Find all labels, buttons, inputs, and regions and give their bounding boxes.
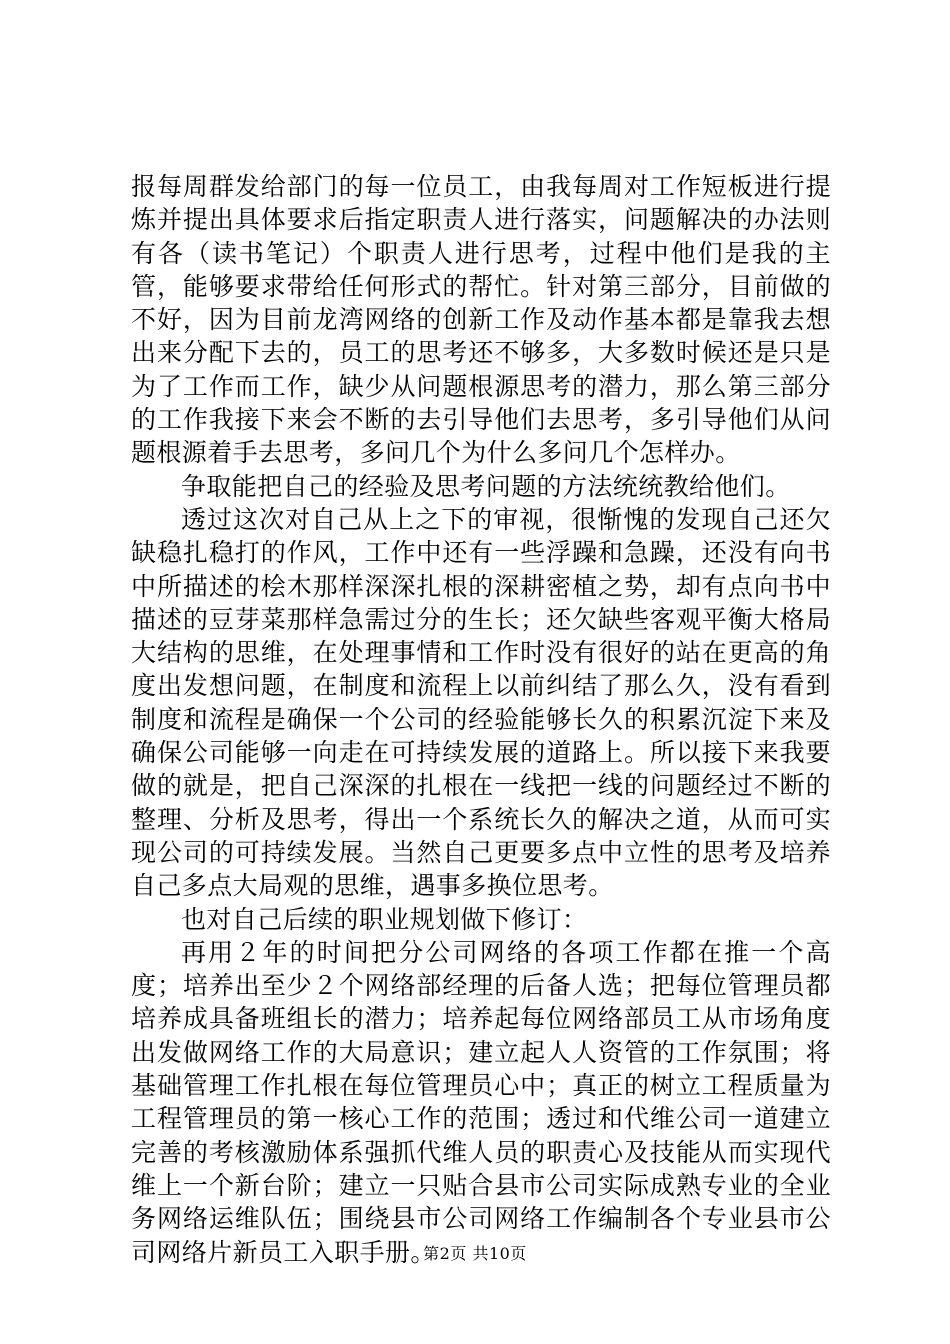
page-number-footer: 第2页 共10页 xyxy=(423,1244,527,1263)
paragraph: 争取能把自己的经验及思考问题的方法统统教给他们。 xyxy=(181,471,791,501)
document-body xyxy=(131,170,831,1269)
paragraph: 也对自己后续的职业规划做下修订： xyxy=(181,904,588,934)
paragraph: 再用２年的时间把分公司网络的各项工作都在推一个高度；培养出至少２个网络部经理的后备人选；把每位管理员都培养成具备班组长的潜力；培养起每位网络部员工从市场角度出发做网络工作的大局意识；建立起人人资管的工作氛围；将基础管理工作扎根在每位管理员心中；真正的树立工程质量为工程管理员的第一核心工作的范围；透过和代维公司一道建立完善的考核激励体系强抓代维人员的职责心及技能从而实现代维上一个新台阶；建立一只贴合县市公司实际成熟专业的全业务网络运维队伍；围绕县市公司网络工作编制各个专业县市公司网络片新员工入职手册。 xyxy=(131,937,831,1267)
paragraph-continuation: 报每周群发给部门的每一位员工，由我每周对工作短板进行提炼并提出具体要求后指定职责人进行落实，问题解决的办法则有各（读书笔记）个职责人进行思考，过程中他们是我的主管，能够要求带给任何形式的帮忙。针对第三部分，目前做的不好，因为目前龙湾网络的创新工作及动作基本都是靠我去想出来分配下去的，员工的思考还不够多，大多数时候还是只是为了工作而工作，缺少从问题根源思考的潜力，那么第三部分的工作我接下来会不断的去引导他们去思考，多引导他们从问题根源着手去思考，多问几个为什么多问几个怎样办。 xyxy=(131,172,831,468)
paragraph: 透过这次对自己从上之下的审视，很惭愧的发现自己还欠缺稳扎稳打的作风，工作中还有一些浮躁和急躁，还没有向书中所描述的桧木那样深深扎根的深耕密植之势，却有点向书中描述的豆芽菜那样急需过分的生长；还欠缺些客观平衡大格局大结构的思维，在处理事情和工作时没有很好的站在更高的角度出发想问题，在制度和流程上以前纠结了那么久，没有看到制度和流程是确保一个公司的经验能够长久的积累沉淀下来及确保公司能够一向走在可持续发展的道路上。所以接下来我要做的就是，把自己深深的扎根在一线把一线的问题经过不断的整理、分析及思考，得出一个系统长久的解决之道，从而可实现公司的可持续发展。当然自己更要多点中立性的思考及培养自己多点大局观的思维，遇事多换位思考。 xyxy=(131,504,831,901)
